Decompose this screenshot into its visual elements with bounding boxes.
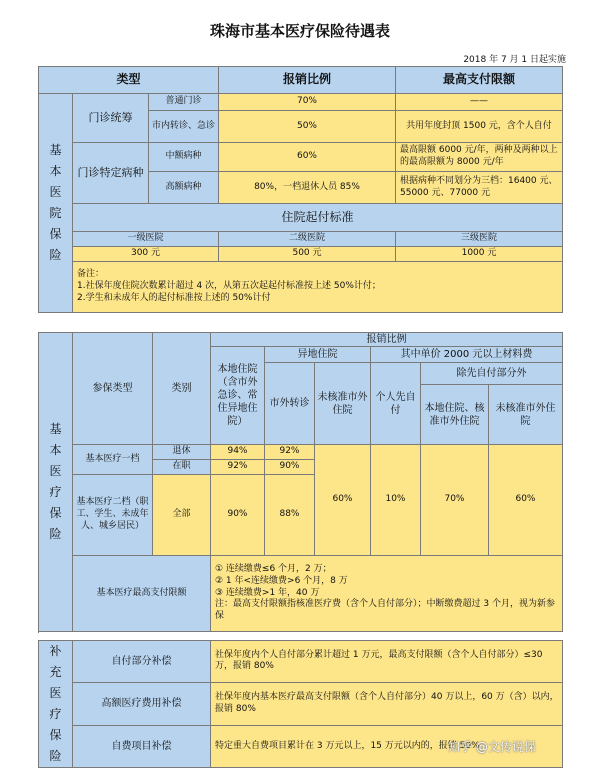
section1-label: 基本医院保险 bbox=[39, 94, 73, 313]
notes: 备注： 1.社保年度住院次数累计超过 4 次，从第五次起起付标准按上述 50%计付； 2.学生和未成年人的起付标准按上述的 50%计付 bbox=[73, 262, 563, 313]
local-approved-header: 本地住院、核准市外住院 bbox=[421, 385, 489, 445]
level-2-amount: 500 元 bbox=[219, 247, 396, 262]
row-category: 退休 bbox=[153, 445, 211, 460]
section2-label: 基本医疗保险 bbox=[39, 333, 73, 632]
special-disease-label: 门诊特定病种 bbox=[73, 143, 149, 204]
level-1-amount: 300 元 bbox=[73, 247, 219, 262]
effective-date: 2018 年 7 月 1 日起实施 bbox=[463, 55, 566, 65]
header-ratio: 报销比例 bbox=[219, 67, 396, 94]
row-transfer: 88% bbox=[265, 475, 315, 556]
row-category: 全部 bbox=[153, 475, 211, 556]
materials-header: 其中单价 2000 元以上材料费 bbox=[371, 347, 563, 363]
tier2-type: 基本医疗二档（职工、学生、未成年人、城乡居民） bbox=[73, 475, 153, 556]
section3-label: 补充医疗保险 bbox=[39, 641, 73, 768]
row-ratio: 70% bbox=[219, 94, 396, 111]
row-limit: —— bbox=[396, 94, 563, 111]
supp-row-name: 自费项目补偿 bbox=[73, 726, 211, 768]
unapproved2-header: 未核准市外住院 bbox=[489, 385, 563, 445]
shared-unapproved: 60% bbox=[315, 445, 371, 556]
header-limit: 最高支付限额 bbox=[396, 67, 563, 94]
row-name: 普通门诊 bbox=[149, 94, 219, 111]
supp-row-desc: 社保年度内个人自付部分累计超过 1 万元，最高支付限额（含个人自付部分）≤30 万，报销 80% bbox=[211, 641, 563, 683]
row-category: 在职 bbox=[153, 460, 211, 475]
row-ratio: 60% bbox=[219, 143, 396, 172]
supp-row-desc: 社保年度内基本医疗最高支付限额（含个人自付部分）40 万以上，60 万（含）以内，报销 80% bbox=[211, 682, 563, 726]
header-type: 类型 bbox=[39, 67, 219, 94]
max-limit-label: 基本医疗最高支付限额 bbox=[73, 556, 211, 632]
section2-table bbox=[38, 332, 563, 632]
level-3-amount: 1000 元 bbox=[396, 247, 563, 262]
shared-self-pay: 10% bbox=[371, 445, 421, 556]
row-transfer: 90% bbox=[265, 460, 315, 475]
local-header: 本地住院（含市外急诊、常住异地住院） bbox=[211, 347, 265, 445]
row-limit: 最高限额 6000 元/年，两种及两种以上的最高限额为 8000 元/年 bbox=[396, 143, 563, 172]
section1-table bbox=[38, 66, 563, 313]
excluding-header: 除先自付部分外 bbox=[421, 363, 563, 385]
row-name: 高额病种 bbox=[149, 172, 219, 204]
outpatient-pool-label: 门诊统筹 bbox=[73, 94, 149, 143]
row-local: 92% bbox=[211, 460, 265, 475]
transfer-header: 市外转诊 bbox=[265, 363, 315, 445]
row-local: 94% bbox=[211, 445, 265, 460]
row-local: 90% bbox=[211, 475, 265, 556]
ratio-header: 报销比例 bbox=[211, 333, 563, 347]
page-title: 珠海市基本医疗保险待遇表 bbox=[209, 22, 390, 40]
remote-header: 异地住院 bbox=[265, 347, 371, 363]
self-pay-first-header: 个人先自付 bbox=[371, 363, 421, 445]
row-ratio: 50% bbox=[219, 111, 396, 143]
category-header: 类别 bbox=[153, 333, 211, 445]
row-name: 中额病种 bbox=[149, 143, 219, 172]
max-limit-desc: ① 连续缴费≤6 个月，2 万； ② 1 年<连续缴费>6 个月，8 万 ③ 连续缴费>1 年，40 万 注：最高支付限额指核准医疗费（含个人自付部分）；中断缴费超过 3 个月，视为新参保 bbox=[211, 556, 563, 632]
watermark: 知乎 @文传说保 bbox=[448, 740, 536, 754]
level-1-hospital: 一级医院 bbox=[73, 232, 219, 247]
shared-unapproved2: 60% bbox=[489, 445, 563, 556]
row-ratio: 80%，一档退休人员 85% bbox=[219, 172, 396, 204]
level-3-hospital: 三级医院 bbox=[396, 232, 563, 247]
unapproved-header: 未核准市外住院 bbox=[315, 363, 371, 445]
supp-row-name: 自付部分补偿 bbox=[73, 641, 211, 683]
row-name: 市内转诊、急诊 bbox=[149, 111, 219, 143]
supp-row-desc: 特定重大自费项目累计在 3 万元以上，15 万元以内的，报销 50% bbox=[211, 726, 563, 768]
row-transfer: 92% bbox=[265, 445, 315, 460]
row-limit: 共用年度封顶 1500 元，含个人自付 bbox=[396, 111, 563, 143]
tier1-type: 基本医疗一档 bbox=[73, 445, 153, 475]
shared-local-approved: 70% bbox=[421, 445, 489, 556]
supp-row-name: 高额医疗费用补偿 bbox=[73, 682, 211, 726]
row-limit: 根据病种不同划分为三档：16400 元、55000 元、77000 元 bbox=[396, 172, 563, 204]
threshold-title: 住院起付标准 bbox=[73, 204, 563, 232]
insured-type-header: 参保类型 bbox=[73, 333, 153, 445]
level-2-hospital: 二级医院 bbox=[219, 232, 396, 247]
